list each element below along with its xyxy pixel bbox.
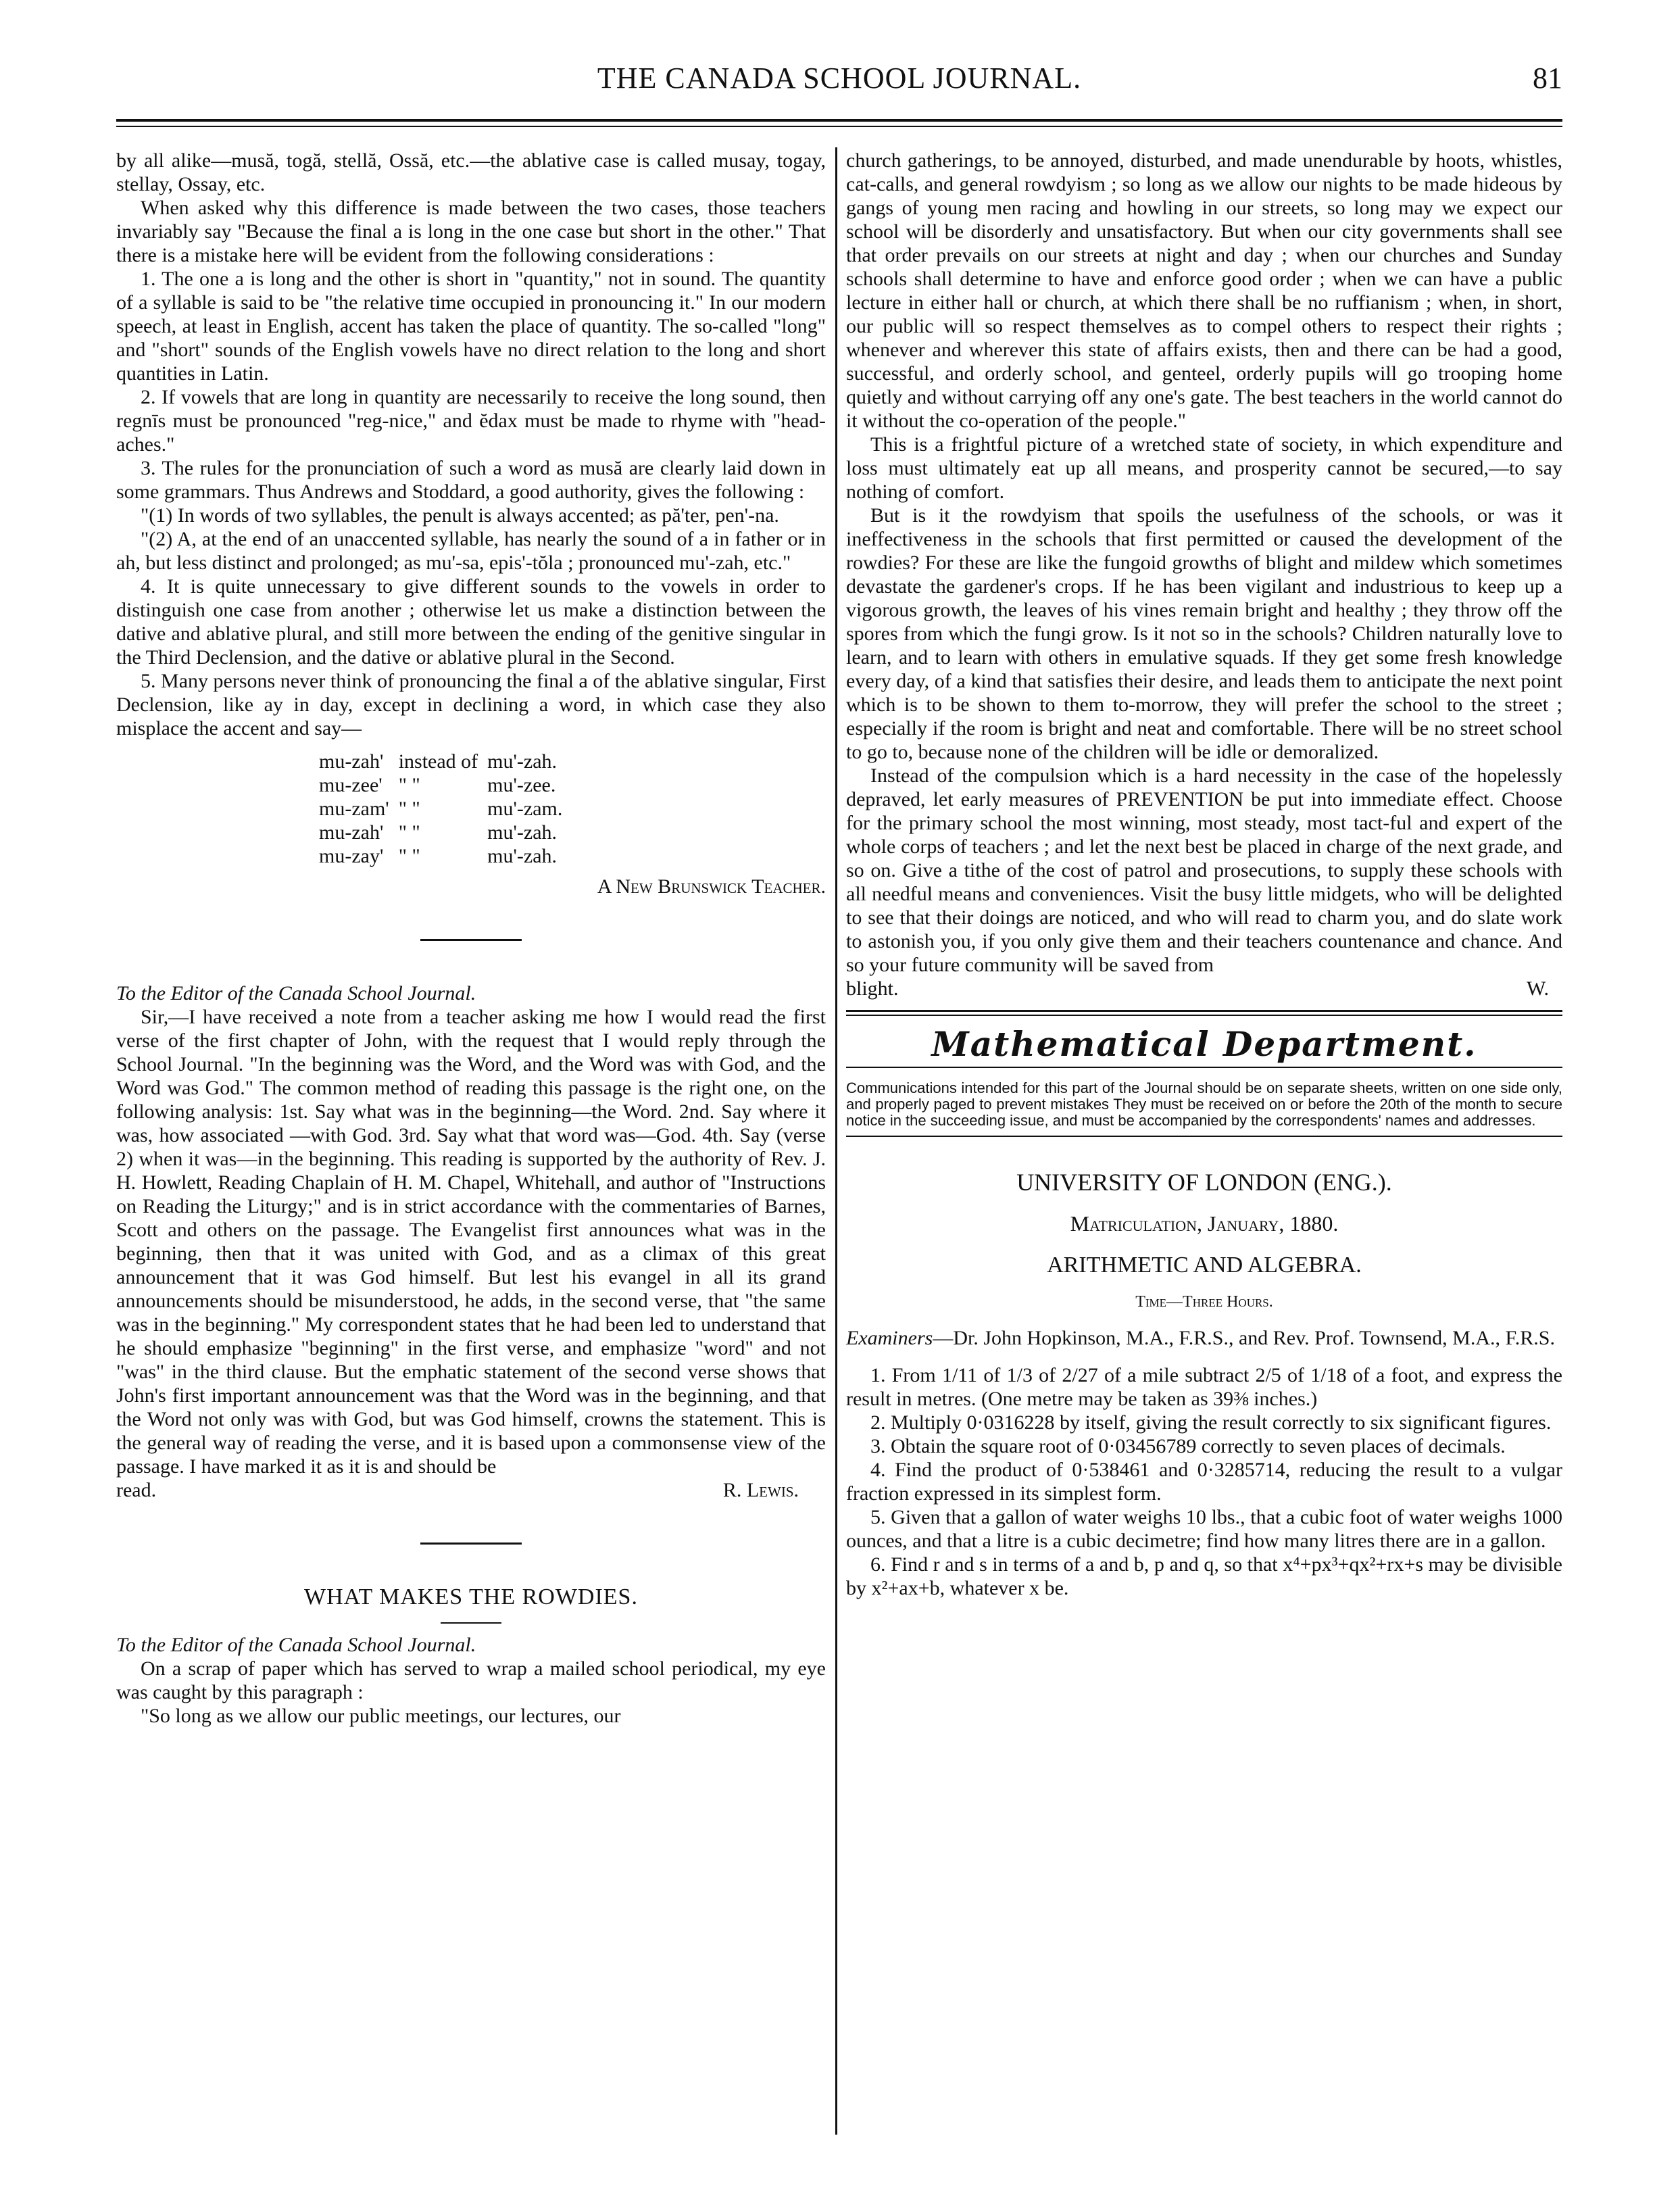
table-row xyxy=(319,797,572,821)
table-cell: mu-zay' xyxy=(319,845,384,867)
table-cell: " " xyxy=(398,774,420,796)
section-heading: WHAT MAKES THE ROWDIES. xyxy=(304,1584,638,1609)
article-closing xyxy=(846,977,1562,1000)
paragraph: church gatherings, to be annoyed, disturbed, and made unendurable by hoots, whistles, cat-calls, and general rowdyism ; so long as we allow our nights to be made hideous by gangs of young men racing and howling in our streets, so long may we expect our school will be disorderly and unsatisfactory. But when our city governments shall see that order prevails on our streets at night and day ; when our churches and Sunday schools shall determine to have and enforce good order ; when we can have a public lecture in either hall or church, at which there shall be no ruffianism ; when, in short, our public will so respect themselves as to compel others to respect their rights ; whenever and wherever this state of affairs exists, then and there can be had a good, successful, and orderly school, and genteel, orderly pupils will go trooping home quietly and without carrying off any one's gate. The best teachers in the world cannot do it without the co-operation of the people." xyxy=(846,149,1562,432)
closing-word: blight. xyxy=(846,977,899,1000)
pronunciation-table xyxy=(319,750,572,868)
table-cell: mu-zah' xyxy=(319,821,384,844)
paragraph: 5. Many persons never think of pronouncing the final a of the ablative singular, First Declension, like ay in day, except in declining a word, in which case they also misplace the accent and say— xyxy=(116,670,826,739)
exam-question: 4. Find the product of 0·538461 and 0·3285714, reducing the result to a vulgar fraction expressed in its simplest form. xyxy=(846,1459,1562,1505)
paragraph: 2. If vowels that are long in quantity are necessarily to receive the long sound, then regnīs must be pronounced "reg-nice," and ĕdax must be made to rhyme with "head-aches." xyxy=(116,386,826,456)
paragraph: 4. It is quite unnecessary to give different sounds to the vowels in order to distinguish one case from another ; otherwise let us make a distinction between the dative and ablative plural, and still more between the ending of the genitive singular in the Third Declension, and the dative or ablative plural in the Second. xyxy=(116,575,826,669)
exam-question: 2. Multiply 0·0316228 by itself, giving the result correctly to six significant figures. xyxy=(870,1411,1552,1434)
examiners-names: —Dr. John Hopkinson, M.A., F.R.S., and Rev. Prof. Townsend, M.A., F.R.S. xyxy=(933,1327,1555,1349)
page-number: 81 xyxy=(1533,62,1562,95)
contribution-notice: Communications intended for this part of the Journal should be on separate sheets, written on one side only, and properly paged to prevent mistakes They must be received on or before the 20th of the month to secure notice in the succeeding issue, and must be accompanied by the correspondents' names and addresses. xyxy=(846,1079,1562,1129)
table-cell: mu'-zah. xyxy=(487,821,558,844)
closing-word: read. xyxy=(116,1479,157,1501)
department-rule-bottom xyxy=(846,1067,1562,1068)
table-cell: mu-zah' xyxy=(319,750,384,773)
paragraph: On a scrap of paper which has served to wrap a mailed school periodical, my eye was caught by this paragraph : xyxy=(116,1657,826,1703)
table-cell: mu-zam' xyxy=(319,798,389,820)
journal-title: THE CANADA SCHOOL JOURNAL. xyxy=(597,62,1082,95)
right-column xyxy=(846,149,1562,1600)
paragraph: "(1) In words of two syllables, the penult is always accented; as pă'ter, pen'-na. xyxy=(141,504,779,527)
paragraph: When asked why this difference is made between the two cases, those teachers invariably say "Because the final a is long in the one case but short in the other." That there is a mistake here will be evident from the following considerations : xyxy=(116,197,826,266)
page-header xyxy=(116,61,1562,101)
table-cell: mu'-zee. xyxy=(487,774,556,796)
paragraph: by all alike—musă, togă, stellă, Ossă, etc.—the ablative case is called musay, togay, stellay, Ossay, etc. xyxy=(116,149,826,195)
paragraph: This is a frightful picture of a wretched state of society, in which expenditure and loss must ultimately eat up all means, and prosperity cannot be secured,—to say nothing of comfort. xyxy=(846,433,1562,503)
section-divider xyxy=(420,939,522,941)
column-separator xyxy=(835,147,837,2135)
exam-question: 3. Obtain the square root of 0·03456789 correctly to seven places of decimals. xyxy=(870,1435,1506,1457)
left-column xyxy=(116,149,826,1728)
exam-subject: ARITHMETIC AND ALGEBRA. xyxy=(1047,1253,1362,1278)
paragraph: 3. The rules for the pronunciation of such a word as musă are clearly laid down in some grammars. Thus Andrews and Stoddard, a good authority, gives the following : xyxy=(116,457,826,503)
exam-question: 6. Find r and s in terms of a and b, p and q, so that x⁴+px³+qx²+rx+s may be divisible by x²+ax+b, whatever x be. xyxy=(846,1553,1562,1599)
table-cell: " " xyxy=(398,845,420,867)
section-divider xyxy=(420,1543,522,1545)
editor-salutation: To the Editor of the Canada School Journal. xyxy=(116,1634,476,1656)
table-cell: mu-zee' xyxy=(319,774,382,796)
paragraph: "(2) A, at the end of an unaccented syllable, has nearly the sound of a in father or in ah, but less distinct and prolonged; as mu'-sa, epis'-tŏla ; pronounced mu'-zah, etc." xyxy=(116,528,826,574)
examiners-line xyxy=(846,1326,1562,1350)
table-row xyxy=(319,750,572,773)
exam-question: 5. Given that a gallon of water weighs 10 lbs., that a cubic foot of water weighs 1000 ounces, and that a litre is a cubic decimetre; find how many litres there are in a gallon. xyxy=(846,1506,1562,1552)
signature: W. xyxy=(1526,977,1549,1000)
signature: R. Lewis. xyxy=(722,1479,799,1501)
table-cell: " " xyxy=(398,821,420,844)
paragraph: 1. The one a is long and the other is short in "quantity," not in sound. The quantity of a syllable is said to be "the relative time occupied in pronouncing it." In our modern speech, at least in English, accent has taken the place of quantity. The so-called "long" and "short" sounds of the English vowels have no direct relation to the long and short quantities in Latin. xyxy=(116,268,826,385)
paragraph: "So long as we allow our public meetings, our lectures, our xyxy=(141,1705,621,1727)
table-cell: instead of xyxy=(398,750,478,773)
paragraph: But is it the rowdyism that spoils the usefulness of the schools, or was it ineffectiveness in the schools that first permitted or caused the development of the rowdies? For these are like the fungoid growths of blight and mildew which sometimes devastate the gardener's crops. If he has been vigilant and industrious to keep up a vigorous growth, the leaves of his vines remain bright and healthy ; they throw off the spores from which the fungi grow. Is it not so in the schools? Children naturally love to learn, and to learn with others in emulative squads. If they get some fresh knowledge every day, of a kind that satisfies their desire, and leads them to anticipate the next point which is to be shown to them to-morrow, they will prefer the school to the street ; especially if the room is bright and neat and comfortable. There will be no street school to go to, because none of the children will be idle or demoralized. xyxy=(846,504,1562,763)
notice-rule xyxy=(846,1136,1562,1137)
table-cell: mu'-zam. xyxy=(487,798,563,820)
heading-divider xyxy=(441,1622,501,1624)
table-row xyxy=(319,844,572,868)
table-row xyxy=(319,773,572,797)
letter-closing xyxy=(116,1478,826,1502)
exam-session: Matriculation, January, 1880. xyxy=(1070,1211,1339,1236)
header-rule-thin xyxy=(116,126,1562,127)
exam-duration: Time—Three Hours. xyxy=(1135,1293,1273,1311)
editor-salutation: To the Editor of the Canada School Journal. xyxy=(116,982,476,1004)
header-rule-thick xyxy=(116,119,1562,122)
paragraph: Sir,—I have received a note from a teacher asking me how I would read the first verse of the first chapter of John, with the request that I would reply through the School Journal. "In the beginning was the Word, and the Word was with God, and the Word was God." The common method of reading this passage is the right one, on the following analysis: 1st. Say what was in the beginning—the Word. 2nd. Say where it was, how associated —with God. 3rd. Say what that word was—God. 4th. Say (verse 2) when it was—in the beginning. This reading is supported by the authority of Rev. J. H. Howlett, Reading Chaplain of H. M. Chapel, Whitehall, and author of "Instructions on Reading the Liturgy;" and is in strict accordance with the commentaries of Barnes, Scott and others on the passage. The Evangelist first announces what was in the beginning, then that it was united with God, and as a climax of this great announcement that it was God himself. But lest his evangel in all its grand announcements should be misunderstood, he adds, in the second verse, that "the same was in the beginning." My correspondent states that he had been led to understand that he should emphasize "beginning" in the first verse, and emphasize "word" and not "was" in the third clause. But the emphatic statement of the second verse shows that John's first important announcement was that the Word was in the beginning, and that the Word not only was with God, but was God himself, crowns the statement. This is the general way of reading the verse, and it is based upon a commonsense view of the passage. I have marked it as it is and should be xyxy=(116,1006,826,1478)
table-cell: mu'-zah. xyxy=(487,845,558,867)
table-row xyxy=(319,821,572,844)
paragraph: Instead of the compulsion which is a hard necessity in the case of the hopelessly depraved, let early measures of PREVENTION be put into immediate effect. Choose for the primary school the most winning, most steady, most tact-ful and expert of the whole corps of teachers ; and let the next best be placed in charge of the next grade, and so on. Give a tithe of the cost of patrol and prosecutions, to supply these schools with all needful means and conveniences. Visit the busy little midgets, who will be delighted to see that their doings are noticed, and who will read to charm you, and do slate work to astonish you, if you only give them and their teachers countenance and chance. And so your future community will be saved from xyxy=(846,764,1562,976)
examiners-label: Examiners xyxy=(846,1327,933,1349)
department-rule-top xyxy=(846,1010,1562,1012)
signature: A New Brunswick Teacher. xyxy=(597,875,826,898)
exam-question: 1. From 1/11 of 1/3 of 2/27 of a mile subtract 2/5 of 1/18 of a foot, and express the result in metres. (One metre may be taken as 39⅜ inches.) xyxy=(846,1364,1562,1410)
department-rule-top-thin xyxy=(846,1015,1562,1016)
exam-university: UNIVERSITY OF LONDON (ENG.). xyxy=(1016,1169,1392,1196)
department-title: Mathematical Department. xyxy=(931,1024,1477,1064)
table-cell: mu'-zah. xyxy=(487,750,558,773)
table-cell: " " xyxy=(398,798,420,820)
